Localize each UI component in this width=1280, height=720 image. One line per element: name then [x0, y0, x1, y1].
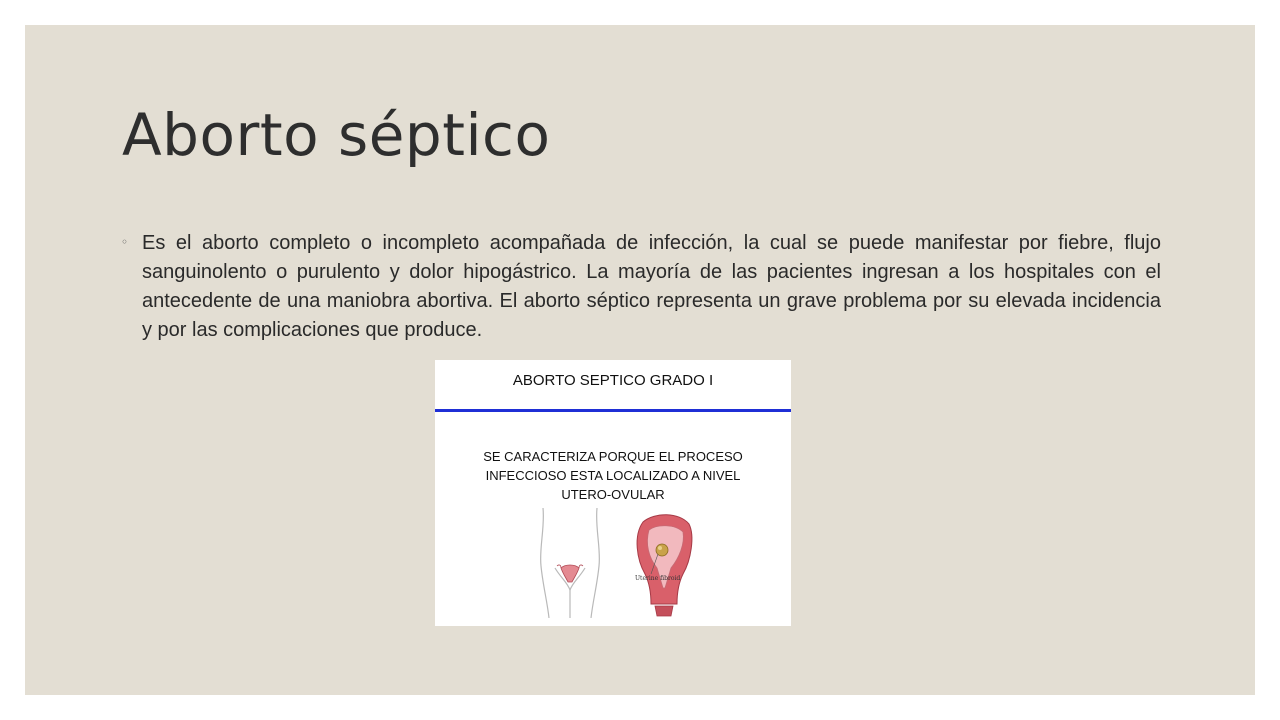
torso-outline-icon [541, 508, 600, 618]
small-uterus-icon [557, 565, 583, 582]
uterus-illustration [531, 508, 701, 618]
figure-image [435, 360, 791, 626]
bullet-text: Es el aborto completo o incompleto acompañada de infección, la cual se puede manifestar por fiebre, flujo sanguinolento o purulento y dolor hipogástrico. La mayoría de las pacientes ingresan a los hospitales con el antecedente de una maniobra abortiva. El aborto séptico representa un grave problema por su elevada incidencia y por las complicaciones que produce. [142, 232, 1161, 341]
uterine-fibroid-label: Uterine fibroid [635, 575, 681, 582]
figure-caption: SE CARACTERIZA PORQUE EL PROCESO INFECCIOSO ESTA LOCALIZADO A NIVEL UTERO-OVULAR [483, 449, 743, 502]
bullet-circle-icon: ◦ [121, 235, 129, 249]
slide-title: Aborto séptico [122, 101, 551, 169]
figure-divider [435, 409, 791, 412]
uterus-section-icon [635, 515, 692, 616]
figure-title: ABORTO SEPTICO GRADO I [512, 372, 714, 389]
slide [25, 25, 1255, 695]
bullet-item [121, 229, 1161, 345]
